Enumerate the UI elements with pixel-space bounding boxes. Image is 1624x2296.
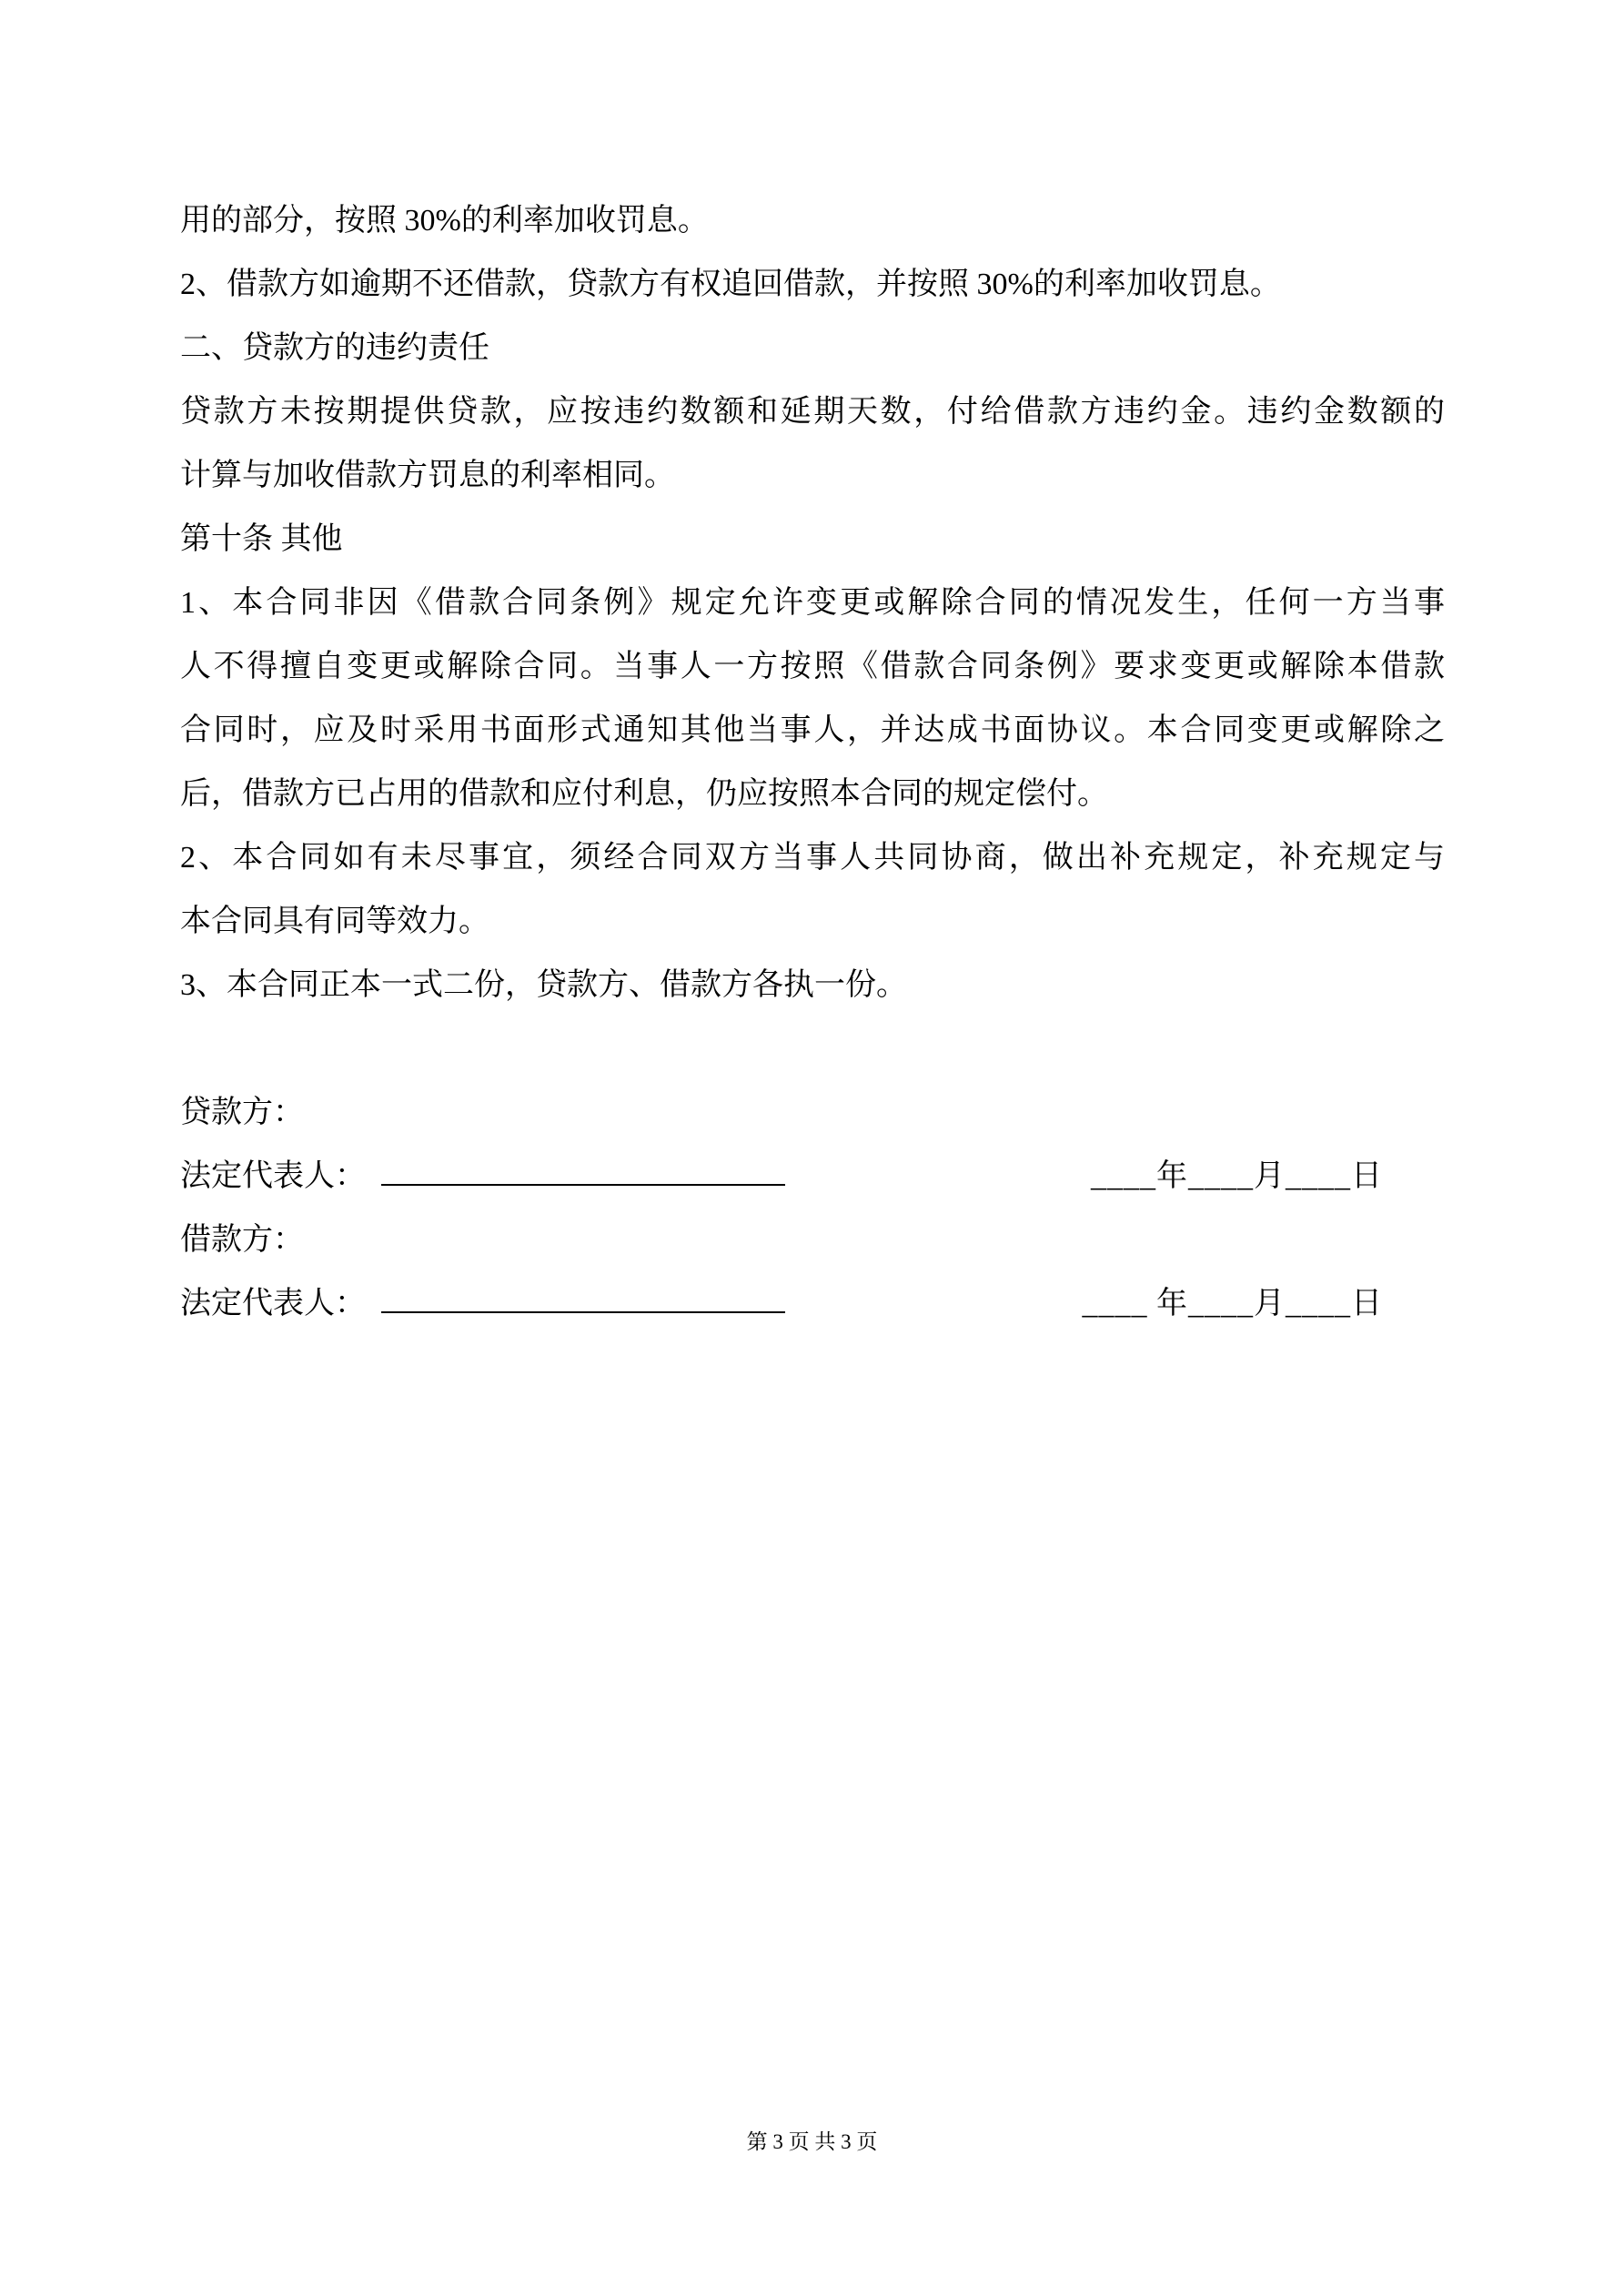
spacer bbox=[180, 1017, 1445, 1081]
paragraph-line: 1、本合同非因《借款合同条例》规定允许变更或解除合同的情况发生，任何一方当事 bbox=[180, 586, 1445, 620]
borrower-signature-blank[interactable] bbox=[381, 1280, 785, 1313]
paragraph-line: 3、本合同正本一式二份，贷款方、借款方各执一份。 bbox=[180, 968, 907, 1002]
legal-rep-label: 法定代表人： bbox=[180, 1159, 366, 1193]
paragraph-line: 人不得擅自变更或解除合同。当事人一方按照《借款合同条例》要求变更或解除本借款 bbox=[180, 650, 1445, 683]
article-heading: 第十条 其他 bbox=[180, 522, 343, 556]
paragraph-line: 合同时，应及时采用书面形式通知其他当事人，并达成书面协议。本合同变更或解除之 bbox=[180, 713, 1445, 747]
paragraph-line: 2、本合同如有未尽事宜，须经合同双方当事人共同协商，做出补充规定，补充规定与 bbox=[180, 841, 1445, 875]
lender-label: 贷款方： bbox=[180, 1096, 304, 1129]
lender-signature-blank[interactable] bbox=[381, 1153, 785, 1186]
paragraph-line: 计算与加收借款方罚息的利率相同。 bbox=[180, 459, 675, 492]
lender-legal-rep-group bbox=[180, 1145, 785, 1209]
borrower-label: 借款方： bbox=[180, 1223, 304, 1257]
paragraph-line: 贷款方未按期提供贷款，应按违约数额和延期天数，付给借款方违约金。违约金数额的 bbox=[180, 395, 1445, 429]
borrower-signature-row bbox=[180, 1272, 1445, 1336]
lender-signature-row bbox=[180, 1145, 1445, 1209]
paragraph-line: 后，借款方已占用的借款和应付利息，仍应按照本合同的规定偿付。 bbox=[180, 777, 1108, 811]
paragraph-line: 2、借款方如逾期不还借款，贷款方有权追回借款，并按照 30%的利率加收罚息。 bbox=[180, 268, 1281, 301]
legal-rep-label: 法定代表人： bbox=[180, 1287, 366, 1320]
lender-date-blank[interactable]: ____年____月____日 bbox=[1091, 1159, 1383, 1193]
section-heading: 二、贷款方的违约责任 bbox=[180, 331, 489, 365]
borrower-date-blank[interactable]: ____ 年____月____日 bbox=[1082, 1287, 1383, 1320]
borrower-legal-rep-group bbox=[180, 1272, 785, 1336]
paragraph-line: 本合同具有同等效力。 bbox=[180, 905, 489, 938]
contract-body bbox=[180, 189, 1445, 1336]
paragraph-line: 用的部分，按照 30%的利率加收罚息。 bbox=[180, 204, 709, 238]
page-number: 第 3 页 共 3 页 bbox=[746, 2130, 878, 2153]
